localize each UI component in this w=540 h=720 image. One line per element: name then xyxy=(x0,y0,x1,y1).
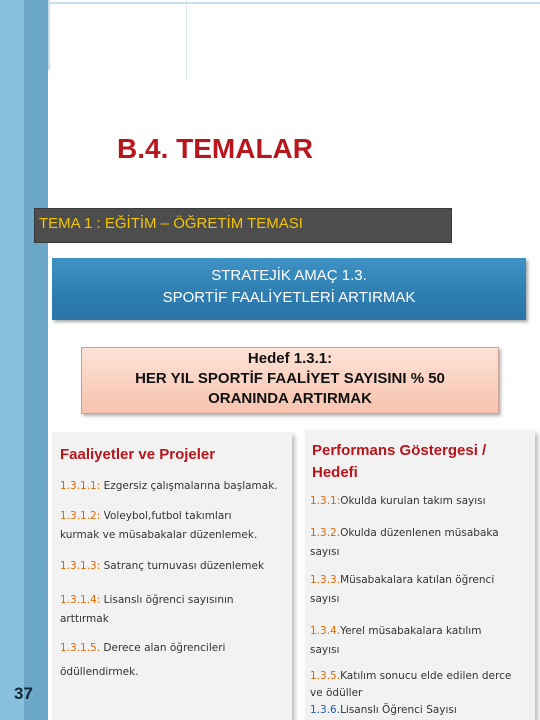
corner-frame xyxy=(48,0,190,70)
performance-code: 1.3.2. xyxy=(310,527,341,539)
strategy-line-2: SPORTİF FAALİYETLERİ ARTIRMAK xyxy=(162,289,416,306)
performance-text-line-2: sayısı xyxy=(310,546,340,558)
activity-code: 1.3.1.2: xyxy=(60,510,101,522)
activity-text: Derece alan öğrencileri xyxy=(100,642,226,654)
activity-code: 1.3.1.1: xyxy=(60,480,101,492)
goal-line-2: HER YIL SPORTİF FAALİYET SAYISINI % 50 xyxy=(135,370,445,387)
activity-item xyxy=(60,636,225,684)
theme-bar xyxy=(34,208,452,243)
activity-text: Lisanslı öğrenci sayısının xyxy=(100,594,234,606)
activities-heading: Faaliyetler ve Projeler xyxy=(60,446,216,463)
performance-item xyxy=(310,622,481,660)
page-title: B.4. TEMALAR xyxy=(117,133,313,164)
activities-panel xyxy=(52,432,292,720)
activity-text: Satranç turnuvası düzenlemek xyxy=(100,560,265,572)
theme-label: TEMA 1 : EĞİTİM – ÖĞRETİM TEMASI xyxy=(39,215,303,232)
performance-item xyxy=(310,524,499,562)
activity-item xyxy=(60,477,278,496)
performance-text-line-2: sayısı xyxy=(310,644,340,656)
performance-text-line-2: sayısı xyxy=(310,593,340,605)
performance-text: Müsabakalara katılan öğrenci xyxy=(340,574,495,586)
performance-panel xyxy=(305,430,535,720)
sidebar-stripe xyxy=(0,0,24,720)
activity-item xyxy=(60,557,264,576)
performance-code: 1.3.4. xyxy=(310,625,341,637)
performance-item xyxy=(310,492,486,511)
activity-item xyxy=(60,591,234,629)
activity-text-line-2: kurmak ve müsabakalar düzenlemek. xyxy=(60,529,258,541)
performance-item xyxy=(310,571,494,609)
activity-text-line-2: arttırmak xyxy=(60,613,109,625)
performance-text: Okulda düzenlenen müsabaka xyxy=(340,527,499,539)
performance-text-line-2: ve ödüller xyxy=(310,687,363,699)
performance-code: 1.3.1: xyxy=(310,495,341,507)
left-sidebar xyxy=(0,0,48,720)
activity-code: 1.3.1.5. xyxy=(60,642,101,654)
strategy-line-1: STRATEJİK AMAÇ 1.3. xyxy=(211,267,367,284)
performance-heading: Performans Göstergesi / Hedefi xyxy=(312,442,487,481)
activity-code: 1.3.1.4: xyxy=(60,594,101,606)
activity-text: Voleybol,futbol takımları xyxy=(100,510,232,522)
performance-code: 1.3.3. xyxy=(310,574,341,586)
goal-line-3: ORANINDA ARTIRMAK xyxy=(208,390,372,407)
activity-text: Ezgersiz çalışmalarına başlamak. xyxy=(100,480,278,492)
goal-line-1: Hedef 1.3.1: xyxy=(247,350,333,367)
performance-code: 1.3.6. xyxy=(310,704,341,716)
goal-box xyxy=(81,347,499,414)
activity-code: 1.3.1.3: xyxy=(60,560,101,572)
performance-item xyxy=(310,668,511,719)
performance-text: Lisanslı Öğrenci Sayısı xyxy=(340,704,457,716)
performance-text: Okulda kurulan takım sayısı xyxy=(340,495,486,507)
activity-text-line-2: ödüllendirmek. xyxy=(60,666,139,678)
performance-text: Yerel müsabakalara katılım xyxy=(340,625,482,637)
performance-text: Katılım sonucu elde edilen derce xyxy=(340,670,512,682)
page-number: 37 xyxy=(14,684,33,703)
vertical-rule xyxy=(186,0,187,80)
performance-code: 1.3.5. xyxy=(310,670,341,682)
strategy-box xyxy=(52,258,526,320)
activity-item xyxy=(60,507,257,545)
